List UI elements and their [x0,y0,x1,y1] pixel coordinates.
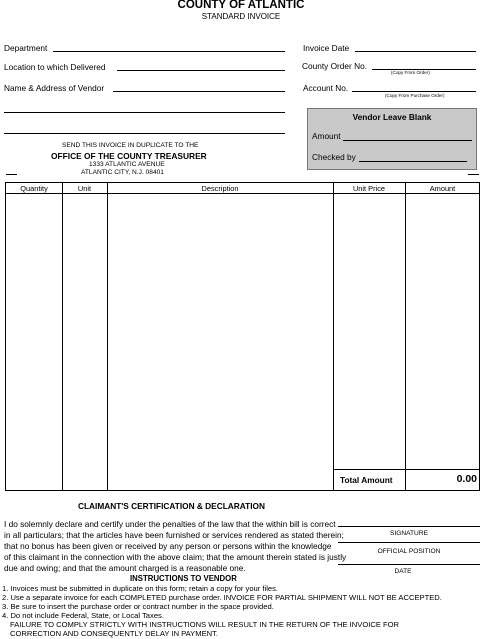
cert-line-5: due and owing; and that the amount charged is a reasonable one. [4,563,246,573]
signature-label: SIGNATURE [390,530,428,537]
treasurer-office: OFFICE OF THE COUNTY TREASURER [51,151,207,161]
fold-mark-right [468,174,479,175]
col-header-unit: Unit [77,184,92,193]
vendor-leave-blank-box [307,108,477,170]
fold-mark-left [6,174,17,175]
instruction-4: 4. Do not include Federal, State, or Local Taxes. [2,611,164,620]
total-amount-cell[interactable] [406,470,480,491]
items-table [5,182,480,491]
instruction-warning-1: FAILURE TO COMPLY STRICTLY WITH INSTRUCTIONS WILL RESULT IN THE RETURN OF THE INVOICE FOR [10,620,400,629]
col-divider-1 [62,183,63,491]
col-divider-3 [333,183,334,491]
vendor-box-checked-field[interactable] [359,161,467,162]
vendor-label: Name & Address of Vendor [4,83,105,93]
col-divider-2 [107,183,108,491]
account-label: Account No. [303,83,349,93]
col-header-quantity: Quantity [20,184,48,193]
cert-line-2: in all particulars; that the articles have been furnished or services rendered as stated therein; [4,530,344,540]
location-field[interactable] [117,70,285,71]
account-note: (Copy From Purchase Order) [385,93,445,98]
department-label: Department [4,43,48,53]
col-divider-4 [405,183,406,491]
instruction-2: 2. Use a separate invoice for each COMPLETED purchase order. INVOICE FOR PARTIAL SHIPMENT WILL NOT BE ACCEPTED. [2,593,442,602]
signature-field[interactable] [338,526,480,527]
page-title: COUNTY OF ATLANTIC [177,0,305,11]
cert-line-3: that no bonus has been given or received by any person or persons within the knowledge [4,541,332,551]
total-amount-value: 0.00 [456,473,477,485]
department-field[interactable] [53,51,285,52]
date-label: DATE [394,568,412,575]
col-header-unit-price: Unit Price [352,184,386,193]
vendor-box-amount-label: Amount [312,131,341,141]
instructions-heading: INSTRUCTIONS TO VENDOR [130,574,237,583]
vendor-address-line-1[interactable] [4,112,285,113]
instruction-1: 1. Invoices must be submitted in duplicate on this form; retain a copy for your files. [2,584,279,593]
invoice-date-label: Invoice Date [303,43,350,53]
instruction-warning-2: CORRECTION AND CONSEQUENTLY DELAY IN PAYMENT. [10,629,219,638]
send-note: SEND THIS INVOICE IN DUPLICATE TO THE [62,142,199,149]
account-field[interactable] [352,91,476,92]
treasurer-address-1: 1333 ATLANTIC AVENUE [89,161,165,168]
cert-line-1: I do solemnly declare and certify under the penalties of the law that the within bill is correct [4,519,336,529]
vendor-box-checked-label: Checked by [312,152,356,162]
location-label: Location to which Delivered [4,62,106,72]
county-order-note: (Copy From Order) [391,70,430,75]
vendor-field[interactable] [113,91,285,92]
vendor-box-title: Vendor Leave Blank [352,112,432,122]
col-header-description: Description [201,184,239,193]
official-position-label: OFFICIAL POSITION [377,548,441,555]
treasurer-address-2: ATLANTIC CITY, N.J. 08401 [81,169,164,176]
certification-heading: CLAIMANT'S CERTIFICATION & DECLARATION [78,501,265,511]
official-position-field[interactable] [338,542,480,543]
instruction-3: 3. Be sure to insert the purchase order or contract number in the space provided. [2,602,274,611]
date-field[interactable] [338,564,480,565]
col-header-amount: Amount [429,184,456,193]
county-order-label: County Order No. [302,61,368,71]
page-subtitle: STANDARD INVOICE [201,12,281,21]
vendor-box-amount-field[interactable] [343,140,472,141]
vendor-address-line-2[interactable] [4,133,285,134]
table-header-rule [6,193,479,194]
invoice-date-field[interactable] [355,51,476,52]
cert-line-4: of this claimant in the connection with the above claim; that the amount therein stated is justly [4,552,347,562]
total-amount-label: Total Amount [340,475,393,485]
